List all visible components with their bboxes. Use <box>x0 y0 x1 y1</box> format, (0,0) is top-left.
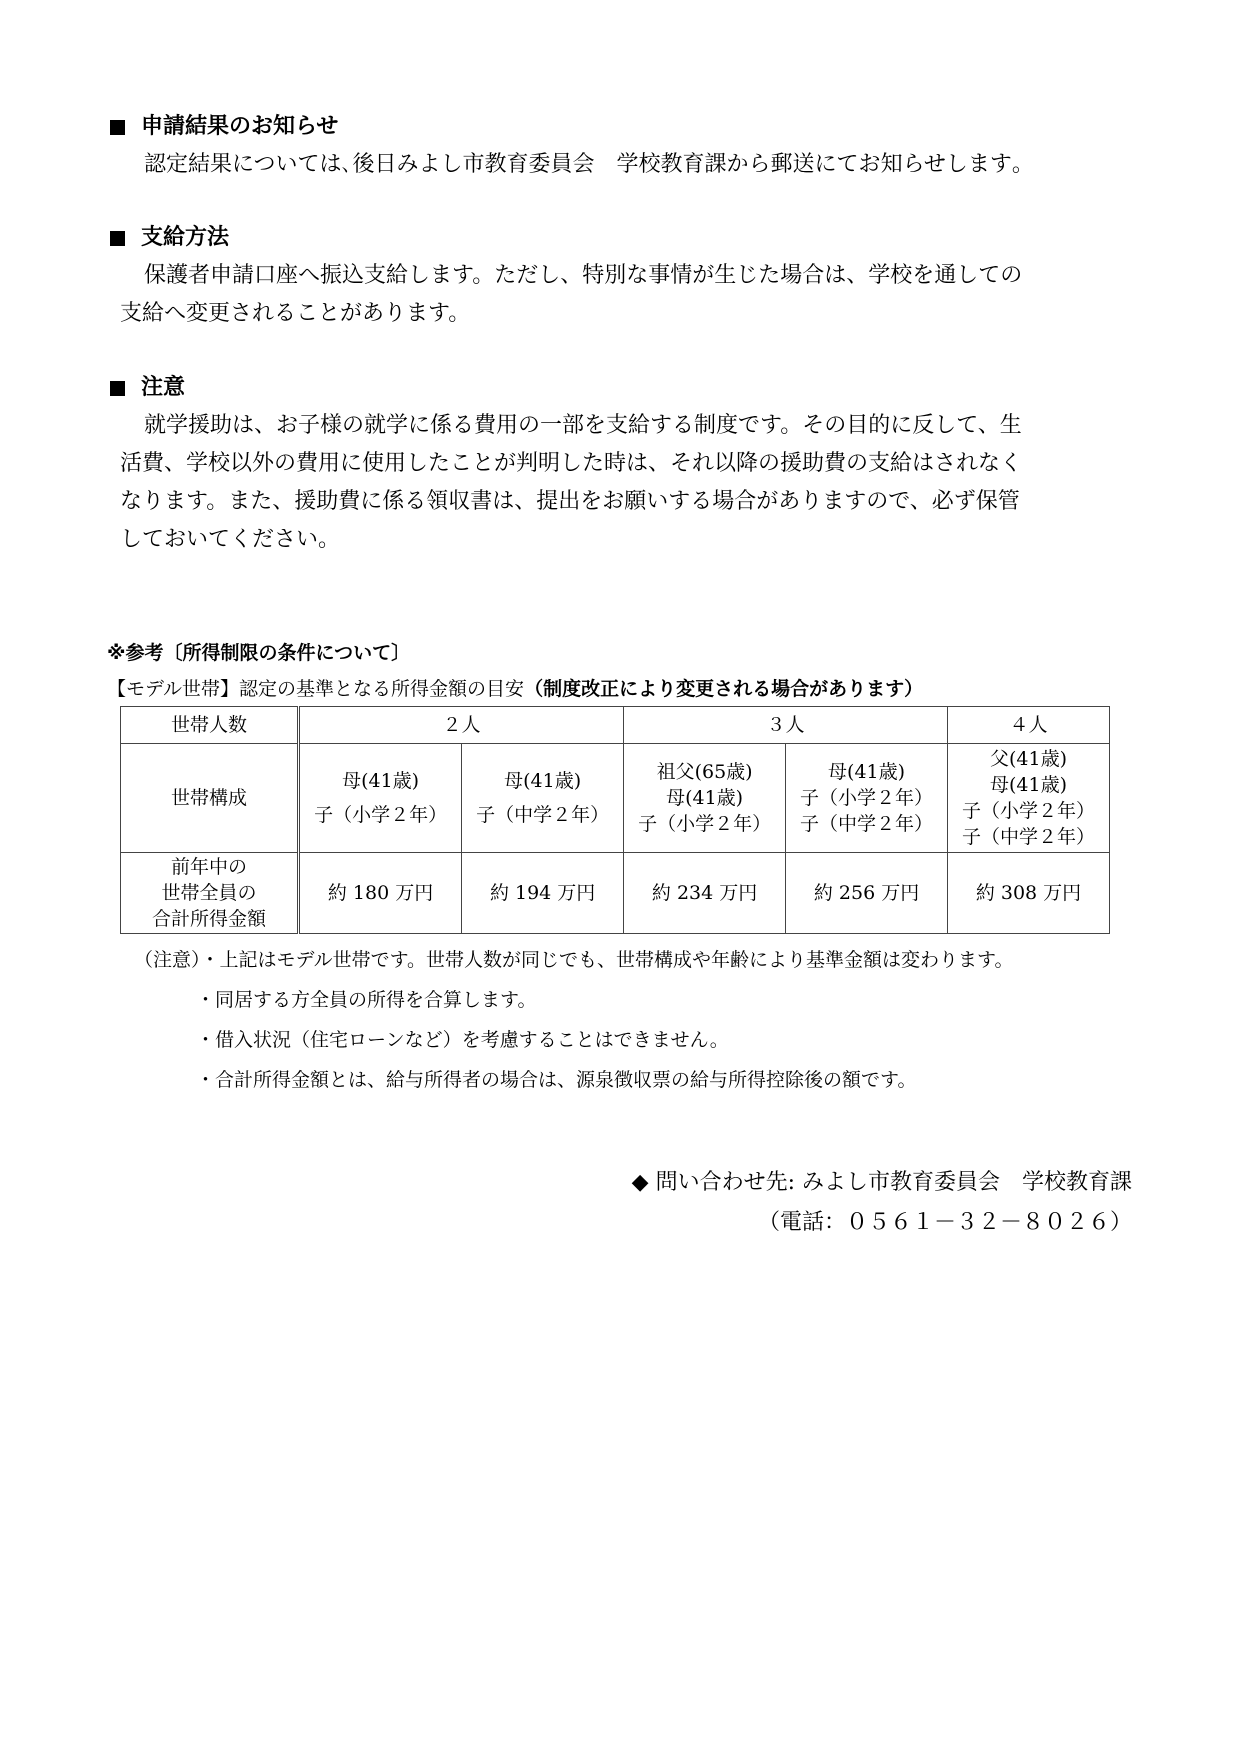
section-heading: 注意 <box>108 373 1148 403</box>
group-3-persons: ３人 <box>624 707 948 744</box>
composition-cell: 父(41歳) 母(41歳) 子（小学２年） 子（中学２年） <box>948 744 1110 853</box>
reference-subtitle-note: （制度改正により変更される場合があります） <box>524 678 924 700</box>
contact-block <box>632 1163 1132 1243</box>
reference-subtitle: 【モデル世帯】認定の基準となる所得金額の目安（制度改正により変更される場合があります） <box>107 678 924 700</box>
note-item: ・借入状況（住宅ローンなど）を考慮することはできません。 <box>196 1029 729 1051</box>
group-2-persons: ２人 <box>299 707 624 744</box>
body-line: 認定結果については､後日みよし市教育委員会 学校教育課から郵送にてお知らせします｡ <box>144 152 1023 177</box>
square-bullet-icon <box>110 120 125 135</box>
table-row <box>121 853 1110 934</box>
income-cell: 約 234 万円 <box>624 853 786 934</box>
body-line: 活費、学校以外の費用に使用したことが判明した時は、それ以降の援助費の支給はされなく <box>120 451 1023 476</box>
section-heading: 申請結果のお知らせ <box>108 112 1148 142</box>
square-bullet-icon <box>110 381 125 396</box>
section-body <box>108 146 1148 184</box>
notes-list <box>134 940 1014 1100</box>
group-4-persons: ４人 <box>948 707 1110 744</box>
reference-block <box>107 640 923 702</box>
row-header-income: 前年中の 世帯全員の 合計所得金額 <box>121 853 299 934</box>
section-caution <box>108 373 1148 559</box>
table-row <box>121 744 1110 853</box>
body-line: 保護者申請口座へ振込支給します。ただし、特別な事情が生じた場合は、学校を通しての <box>144 263 1023 288</box>
section-result-notice <box>108 112 1148 184</box>
income-cell: 約 180 万円 <box>299 853 462 934</box>
note-item: ・同居する方全員の所得を合算します。 <box>196 989 537 1011</box>
row-header-composition: 世帯構成 <box>121 744 299 853</box>
table-row <box>121 707 1110 744</box>
model-household-table <box>120 706 1110 934</box>
row-header-count: 世帯人数 <box>121 707 299 744</box>
note-item: （注意）・上記はモデル世帯です。世帯人数が同じでも、世帯構成や年齢により基準金額は変わります。 <box>134 949 1014 971</box>
reference-title: ※参考〔所得制限の条件について〕 <box>107 642 411 664</box>
income-cell: 約 256 万円 <box>786 853 948 934</box>
section-heading: 支給方法 <box>108 223 1148 253</box>
section-payment-method <box>108 223 1148 333</box>
income-cell: 約 194 万円 <box>462 853 624 934</box>
square-bullet-icon <box>110 231 125 246</box>
body-line: 就学援助は、お子様の就学に係る費用の一部を支給する制度です。その目的に反して、生 <box>144 413 1022 438</box>
income-cell: 約 308 万円 <box>948 853 1110 934</box>
body-line: なります。また、援助費に係る領収書は、提出をお願いする場合がありますので、必ず保管 <box>120 489 1020 514</box>
composition-cell: 祖父(65歳) 母(41歳) 子（小学２年） <box>624 744 786 853</box>
composition-cell: 母(41歳) 子（小学２年） <box>299 744 462 853</box>
composition-cell: 母(41歳) 子（中学２年） <box>462 744 624 853</box>
contact-phone: （電話：０５６１－３２－８０２６） <box>757 1210 1132 1235</box>
section-body <box>108 257 1148 333</box>
note-item: ・合計所得金額とは、給与所得者の場合は、源泉徴収票の給与所得控除後の額です。 <box>196 1069 917 1091</box>
body-line: 支給へ変更されることがあります。 <box>120 301 471 326</box>
body-line: しておいてください。 <box>120 527 341 552</box>
section-body <box>108 407 1148 559</box>
contact-label: ◆ 問い合わせ先: みよし市教育委員会 学校教育課 <box>631 1170 1132 1195</box>
composition-cell: 母(41歳) 子（小学２年） 子（中学２年） <box>786 744 948 853</box>
